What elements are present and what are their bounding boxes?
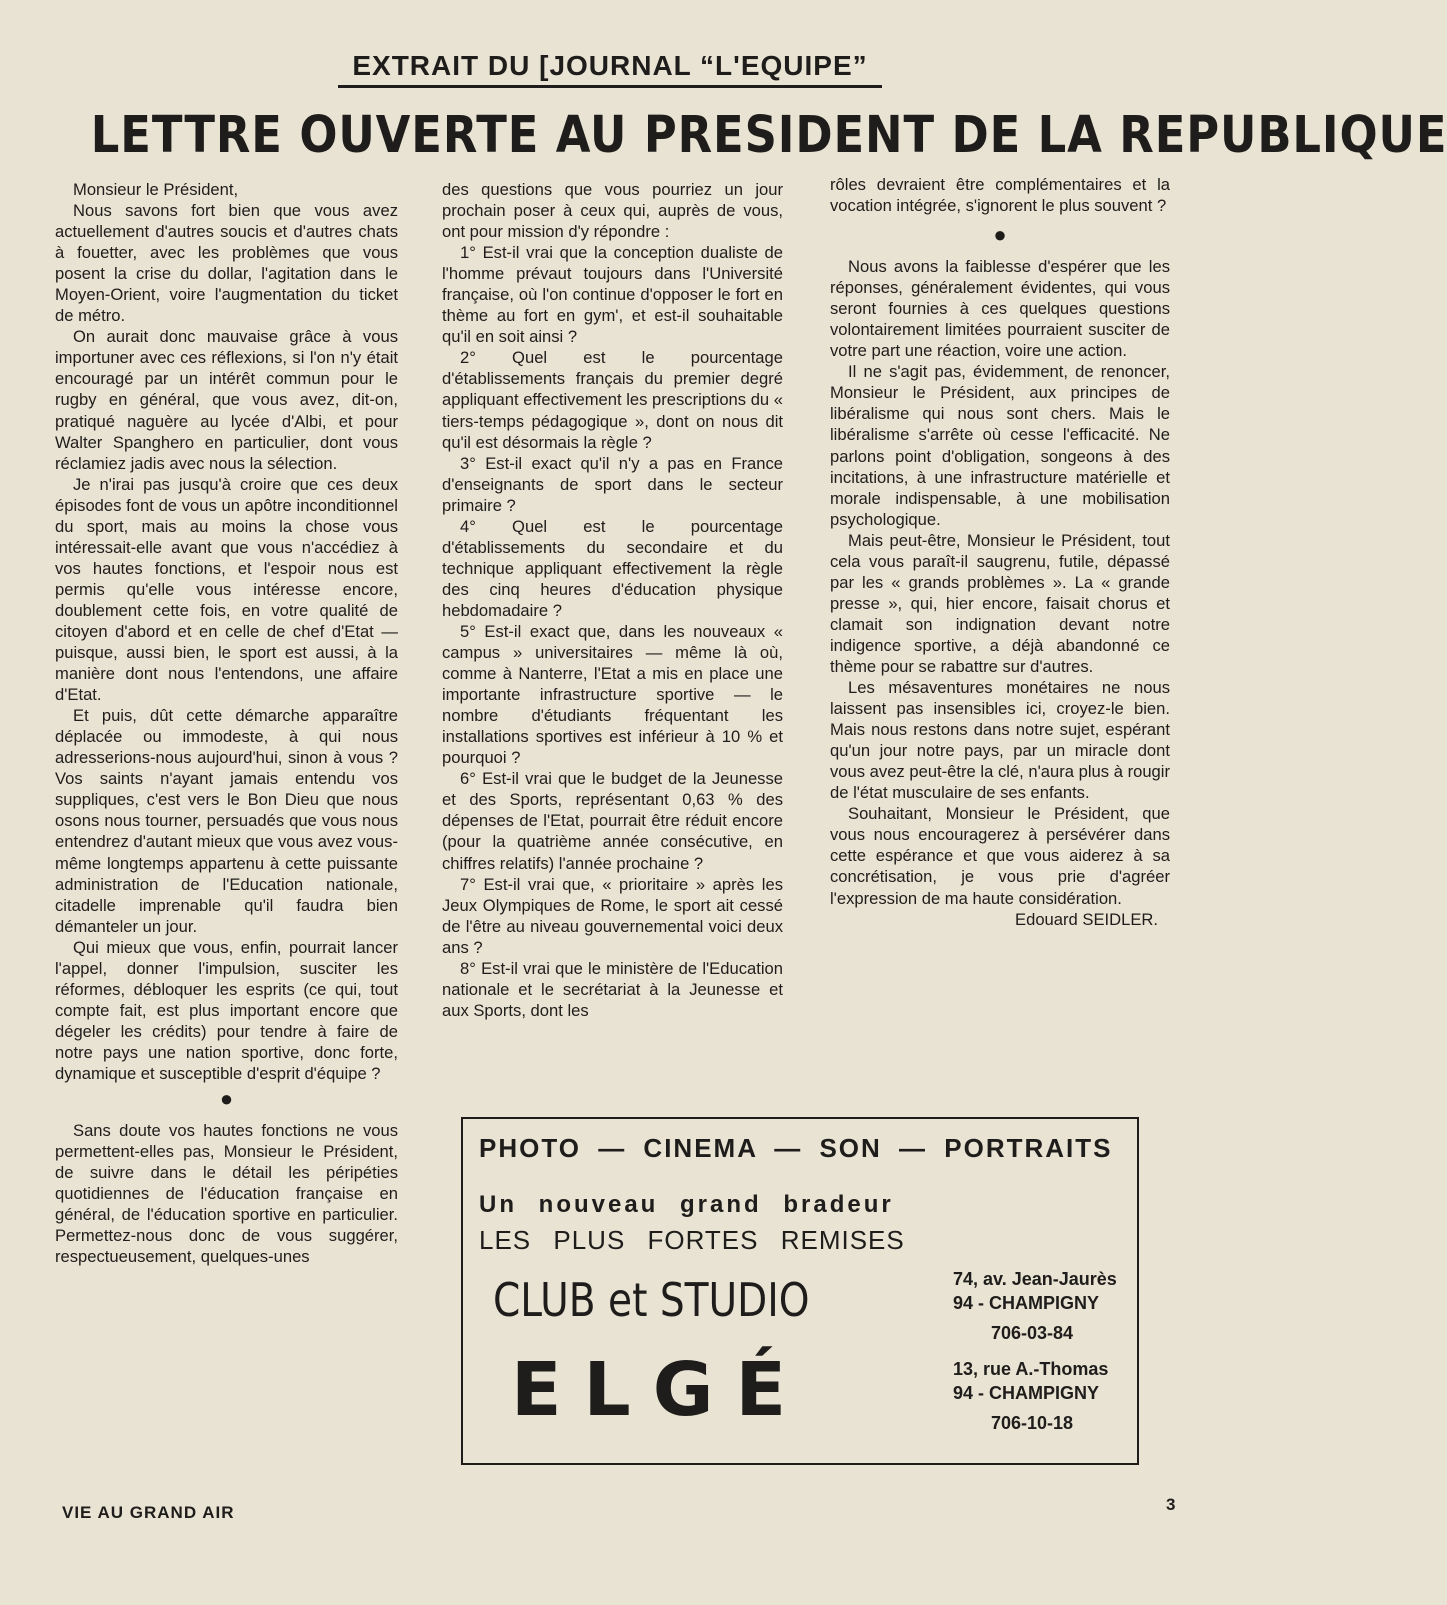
question-item: 6° Est-il vrai que le budget de la Jeunesse et des Sports, représentant 0,63 % des dépenses de l'Etat, pourrait être réduit encore (pour la quatrième année consécutive, en chiffres relatifs) l'année prochaine ? [442,769,783,873]
advertisement-box [461,1117,1139,1465]
question-item: 4° Quel est le pourcentage d'établissements du secondaire et du technique appliquant effectivement la règle des cinq heures d'éducation physique hebdomadaire ? [442,516,783,620]
question-item: 2° Quel est le pourcentage d'établissements français du premier degré appliquant effectivement les prescriptions du « tiers-temps pédagogique », dont on nous dit qu'il est désormais la règle ? [442,348,783,452]
article-column-2 [442,179,783,1021]
paragraph: Souhaitant, Monsieur le Président, que vous nous encouragerez à persévérer dans cette espérance et que vous aiderez à sa concrétisation, je vous prie d'agréer l'expression de ma haute considération. [830,804,1170,908]
ad-phone: 706-10-18 [991,1413,1074,1433]
article-column-1 [55,179,398,1267]
ad-address-2 [953,1357,1108,1435]
ad-street: 13, rue A.-Thomas [953,1359,1109,1379]
ad-services-line: PHOTO — CINEMA — SON — PORTRAITS [479,1133,1113,1163]
paragraph: Qui mieux que vous, enfin, pourrait lancer l'appel, donner l'impulsion, susciter les réformes, débloquer les esprits (ce qui, tout compte fait, est plus important encore que dégeler les crédits) pour tendre à faire de notre pays une nation sportive, donc forte, dynamique et susceptible d'esprit d'équipe ? [55,937,398,1083]
kicker-text: EXTRAIT DU [JOURNAL “L'EQUIPE” [338,50,881,88]
ad-address-1 [953,1267,1117,1345]
salutation: Monsieur le Président, [73,180,239,199]
paragraph: des questions que vous pourriez un jour prochain poser à ceux qui, auprès de vous, ont pour mission d'y répondre : [442,180,783,242]
ad-city: 94 - CHAMPIGNY [953,1293,1100,1313]
section-bullet: ● [219,1086,234,1112]
question-item: 5° Est-il exact que, dans les nouveaux « campus » universitaires — même là où, comme à Nanterre, l'Etat a mis en place une importante infrastructure sportive — le nombre d'étudiants fréquentant les installations sportives est inférieur à 10 % et pourquoi ? [442,621,783,768]
question-item: 8° Est-il vrai que le ministère de l'Education nationale et le secrétariat à la Jeunesse et aux Sports, dont les [442,958,783,1020]
question-item: 7° Est-il vrai que, « prioritaire » après les Jeux Olympiques de Rome, le sport ait cessé de l'être au niveau gouvernemental voici deux ans ? [442,874,783,957]
paragraph: Sans doute vos hautes fonctions ne vous permettent-elles pas, Monsieur le Président, de suivre dans le détail les péripéties quotidiennes de l'éducation française en général, de l'éducation sportive en particulier. Permettez-nous donc de vous suggérer, respectueusement, quelques-unes [55,1121,398,1267]
paragraph: Nous savons fort bien que vous avez actuellement d'autres soucis et d'autres chats à fouetter, avec les problèmes que vous posent la crise du dollar, l'agitation dans le Moyen-Orient, voire l'augmentation du ticket de métro. [55,201,398,326]
page-number: 3 [1166,1495,1176,1514]
paragraph: Il ne s'agit pas, évidemment, de renoncer, Monsieur le Président, aux principes de libéralisme qui nous sont chers. Mais le libéralisme s'arrête où cesse l'efficacité. Ne parlons point d'obligation, songeons à des incitations, à une infrastructure matérielle et morale indispensable, à une mobilisation psychologique. [830,362,1170,529]
paragraph: rôles devraient être complémentaires et la vocation intégrée, s'ignorent le plus souvent ? [830,175,1170,216]
paragraph: Nous avons la faiblesse d'espérer que les réponses, généralement évidentes, qui vous seront fournies à ces quelques questions volontairement limitées pourraient susciter de votre part une réaction, voire une action. [830,257,1170,361]
ad-discount-line: LES PLUS FORTES REMISES [479,1225,905,1255]
ad-street: 74, av. Jean-Jaurès [953,1269,1117,1289]
ad-slogan: Un nouveau grand bradeur [479,1191,894,1218]
question-item: 1° Est-il vrai que la conception dualiste de l'homme prévaut toujours dans l'Université française, où l'on continue d'opposer le fort en thème au fort en gym', et est-il souhaitable qu'il en soit ainsi ? [442,243,783,347]
question-item: 3° Est-il exact qu'il n'y a pas en France d'enseignants de sport dans le secteur primaire ? [442,453,783,515]
paragraph: Les mésaventures monétaires ne nous laissent pas insensibles ici, croyez-le bien. Mais nous restons dans notre sujet, espérant qu'un jour notre pays, par un miracle dont vous avez peut-être la clé, n'aura plus à rougir de l'état musculaire de ses enfants. [830,678,1170,803]
paragraph: Mais peut-être, Monsieur le Président, tout cela vous paraît-il saugrenu, futile, dépassé par les « grands problèmes ». La « grande presse », qui, hier encore, faisait chorus et clamait son indignation devant notre indigence sportive, a déjà abandonné ce thème pour se rabattre sur d'autres. [830,530,1170,676]
paragraph: On aurait donc mauvaise grâce à vous importuner avec ces réflexions, si l'on n'y était encouragé par un intérêt commun pour le rugby en général, que vous avez, dit-on, pratiqué naguère au lycée d'Albi, et pour Walter Spanghero en particulier, dont vous réclamiez jadis avec nous la sélection. [55,327,398,473]
ad-brand-name: ELGÉ [511,1347,808,1433]
ad-club-title: CLUB et STUDIO [493,1273,810,1327]
article-column-3 [830,174,1170,930]
magazine-name: VIE AU GRAND AIR [62,1503,235,1522]
paragraph: Je n'irai pas jusqu'à croire que ces deux épisodes font de vous un apôtre inconditionnel du sport, mais au moins la chose vous intéressait-elle avant que vous n'accédiez à vos hautes fonctions, et l'espoir nous est permis qu'elle vous intéresse encore, doublement cette fois, en votre qualité de citoyen d'abord et en celle de chef d'Etat — puisque, aussi bien, le sport est aussi, à la manière dont nous l'entendons, une affaire d'Etat. [55,474,398,705]
headline: LETTRE OUVERTE AU PRESIDENT DE LA REPUBLIQUE [90,106,1447,165]
section-bullet: ● [993,222,1007,248]
ad-city: 94 - CHAMPIGNY [953,1383,1100,1403]
signature: Edouard SEIDLER. [1015,909,1158,929]
kicker [0,50,1220,88]
paragraph: Et puis, dût cette démarche apparaître déplacée ou immodeste, à qui nous adresserions-nous aujourd'hui, sinon à vous ? Vos saints n'ayant jamais entendu vos suppliques, c'est vers le Bon Dieu que nous osons nous tourner, persuadés que vous nous entendrez d'autant mieux que vous avez vous-même longtemps appartenu à cette puissante administration de l'Education nationale, citadelle imprenable qu'il faudra bien démanteler un jour. [55,706,398,936]
ad-phone: 706-03-84 [991,1323,1074,1343]
